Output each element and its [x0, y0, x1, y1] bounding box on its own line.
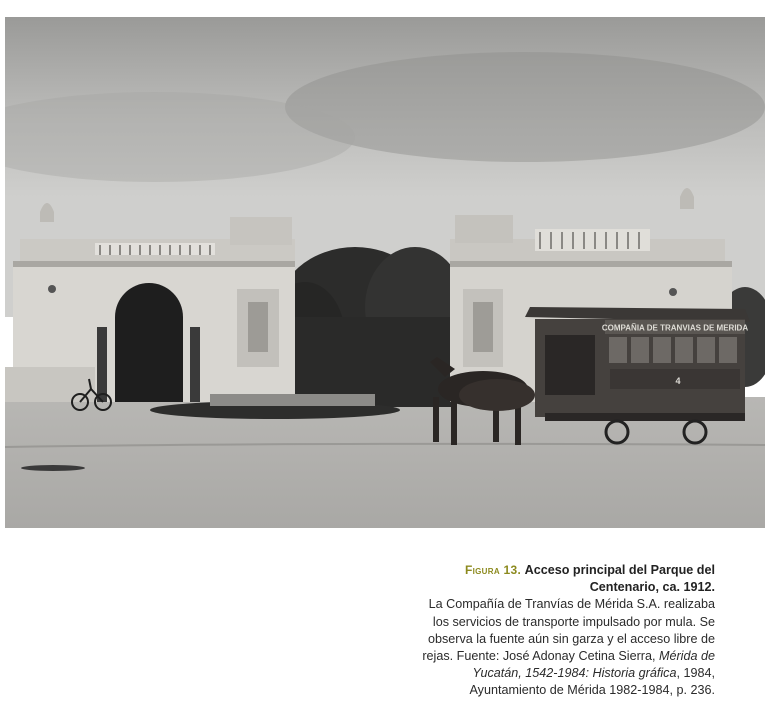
- figure-source-title: Mérida de Yucatán, 1542-1984: Historia gráfica: [472, 649, 715, 681]
- tram-number: 4: [675, 376, 681, 386]
- figure-title: Acceso principal del Parque del Centenario, ca. 1912.: [524, 563, 715, 595]
- figure-caption: [415, 562, 715, 700]
- figure-source-suffix: , 1984, Ayuntamiento de Mérida 1982-1984, p. 236.: [469, 666, 715, 698]
- historic-photo: [5, 17, 765, 528]
- figure-label: Figura 13.: [465, 563, 522, 577]
- figure-description: La Compañía de Tranvías de Mérida S.A. realizaba los servicios de transporte impulsado por mula. Se observa la fuente aún sin garza y el acceso libre de rejas.: [422, 597, 715, 664]
- tram-sign: COMPAÑIA DE TRANVIAS DE MERIDA: [601, 323, 749, 333]
- figure-source-prefix: Fuente: José Adonay Cetina Sierra,: [456, 649, 659, 664]
